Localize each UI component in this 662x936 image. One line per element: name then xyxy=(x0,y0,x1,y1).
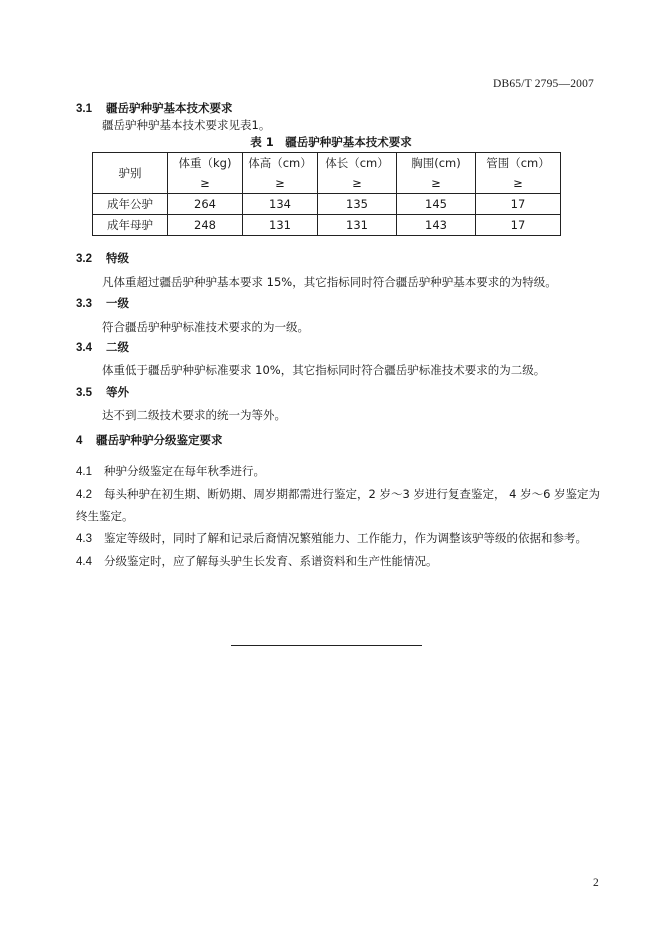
table-cell: 17 xyxy=(476,194,561,215)
section-number: 4.2 xyxy=(76,489,92,501)
table-cell: 134 xyxy=(243,194,318,215)
column-header: 体长（cm） xyxy=(318,153,397,174)
table-cell: 131 xyxy=(243,215,318,236)
section-text: 每头种驴在初生期、断奶期、周岁期都需进行鉴定，2 岁～3 岁进行复查鉴定， 4 岁～6 岁鉴定为 xyxy=(104,487,601,501)
column-header: 胸围(cm) xyxy=(397,153,476,174)
section-number: 4.1 xyxy=(76,466,92,478)
symbol-cell: ≥ xyxy=(476,173,561,194)
table-cell: 135 xyxy=(318,194,397,215)
section-title: 等外 xyxy=(106,385,129,399)
section-number: 4.4 xyxy=(76,556,92,568)
section-text: 鉴定等级时，同时了解和记录后裔情况繁殖能力、工作能力，作为调整该驴等级的依据和参考。 xyxy=(104,531,587,545)
section-number: 3.3 xyxy=(76,298,92,310)
section-3-2-text: 凡体重超过疆岳驴种驴基本要求 15%，其它指标同时符合疆岳驴种驴基本要求的为特级。 xyxy=(102,275,557,289)
table-cell: 264 xyxy=(168,194,243,215)
section-4-heading xyxy=(76,432,223,448)
section-3-1-text: 疆岳驴种驴基本技术要求见表1。 xyxy=(102,118,271,132)
section-3-2-heading xyxy=(76,250,129,266)
row-label: 成年母驴 xyxy=(93,215,168,236)
section-number: 3.2 xyxy=(76,253,92,265)
section-number: 3.1 xyxy=(76,103,92,115)
section-title: 二级 xyxy=(106,340,129,354)
section-title: 特级 xyxy=(106,251,129,265)
section-3-4-heading xyxy=(76,339,129,355)
table-cell: 17 xyxy=(476,215,561,236)
section-4-2-continuation: 终生鉴定。 xyxy=(76,509,134,523)
spec-table xyxy=(92,152,561,236)
table-cell: 143 xyxy=(397,215,476,236)
page-number: 2 xyxy=(593,877,599,889)
row-header-cell: 驴别 xyxy=(93,153,168,194)
end-rule xyxy=(231,645,422,646)
table-row xyxy=(93,215,561,236)
section-3-5-heading xyxy=(76,384,129,400)
row-label: 成年公驴 xyxy=(93,194,168,215)
section-4-4 xyxy=(76,553,438,569)
section-text: 分级鉴定时，应了解每头驴生长发育、系谱资料和生产性能情况。 xyxy=(104,554,438,568)
section-3-4-text: 体重低于疆岳驴种驴标准要求 10%，其它指标同时符合疆岳驴标准技术要求的为二级。 xyxy=(102,363,546,377)
section-3-1-heading xyxy=(76,100,233,116)
table-cell: 131 xyxy=(318,215,397,236)
section-3-3-text: 符合疆岳驴种驴标准技术要求的为一级。 xyxy=(102,320,309,334)
column-header: 管围（cm） xyxy=(476,153,561,174)
table-cell: 248 xyxy=(168,215,243,236)
section-text: 种驴分级鉴定在每年秋季进行。 xyxy=(104,464,265,478)
symbol-cell: ≥ xyxy=(168,173,243,194)
section-number: 4.3 xyxy=(76,533,92,545)
table-row xyxy=(93,194,561,215)
section-3-3-heading xyxy=(76,295,129,311)
section-title: 疆岳驴种驴基本技术要求 xyxy=(106,101,233,115)
section-3-5-text: 达不到二级技术要求的统一为等外。 xyxy=(102,408,286,422)
column-header: 体高（cm） xyxy=(243,153,318,174)
symbol-cell: ≥ xyxy=(243,173,318,194)
section-4-2 xyxy=(76,486,600,502)
section-number: 4 xyxy=(76,435,83,447)
document-code: DB65/T 2795—2007 xyxy=(492,78,594,90)
section-title: 疆岳驴种驴分级鉴定要求 xyxy=(96,433,223,447)
table-caption: 表 1 疆岳驴种驴基本技术要求 xyxy=(250,135,412,149)
section-number: 3.5 xyxy=(76,387,92,399)
section-4-3 xyxy=(76,530,587,546)
section-4-1 xyxy=(76,463,265,479)
column-header: 体重（kg) xyxy=(168,153,243,174)
symbol-cell: ≥ xyxy=(318,173,397,194)
table-header-row xyxy=(93,153,561,174)
section-number: 3.4 xyxy=(76,342,92,354)
table-cell: 145 xyxy=(397,194,476,215)
section-title: 一级 xyxy=(106,296,129,310)
symbol-cell: ≥ xyxy=(397,173,476,194)
